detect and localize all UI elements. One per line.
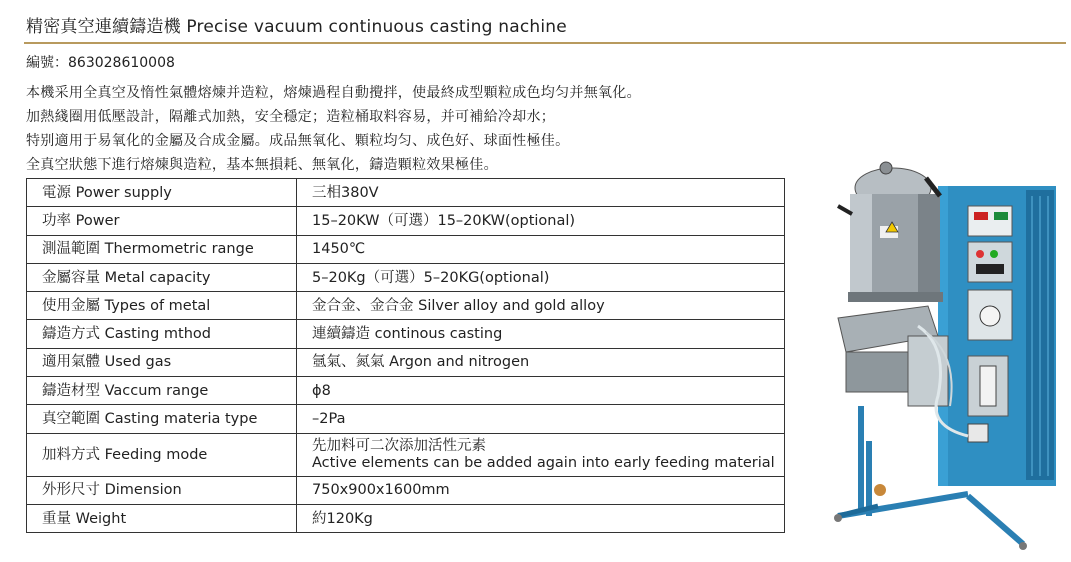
spec-value: 約120Kg	[297, 504, 785, 532]
spec-row	[27, 377, 785, 405]
spec-value: 15–20KW（可選）15–20KW(optional)	[297, 207, 785, 235]
spec-label: 真空範圍 Casting materia type	[27, 405, 297, 433]
spec-row	[27, 348, 785, 376]
spec-label: 重量 Weight	[27, 504, 297, 532]
spec-row	[27, 179, 785, 207]
page-title: 精密真空連續鑄造機 Precise vacuum continuous casting nachine	[26, 17, 567, 37]
spec-value: ϕ8	[297, 377, 785, 405]
description-line: 特别適用于易氧化的金屬及合成金屬。成品無氧化、顆粒均匀、成色好、球面性極佳。	[26, 133, 570, 149]
title-divider	[24, 42, 1066, 44]
spec-row	[27, 207, 785, 235]
spec-value-line: 先加料可二次添加活性元素	[312, 437, 486, 454]
spec-value: 連續鑄造 continous casting	[297, 320, 785, 348]
description-line: 加熱綫圈用低壓設計，隔離式加熱，安全穩定；造粒桶取料容易，并可補給冷却水；	[26, 109, 556, 125]
spec-row	[27, 235, 785, 263]
spec-label: 鑄造材型 Vaccum range	[27, 377, 297, 405]
spec-row	[27, 476, 785, 504]
spec-value: 氬氣、氮氣 Argon and nitrogen	[297, 348, 785, 376]
spec-label: 測温範圍 Thermometric range	[27, 235, 297, 263]
spec-label: 功率 Power	[27, 207, 297, 235]
spec-row	[27, 320, 785, 348]
spec-label: 外形尺寸 Dimension	[27, 476, 297, 504]
spec-value: 5–20Kg（可選）5–20KG(optional)	[297, 263, 785, 291]
spec-label: 電源 Power supply	[27, 179, 297, 207]
spec-value	[297, 433, 785, 476]
description-line: 全真空狀態下進行熔煉與造粒，基本無損耗、無氧化，鑄造顆粒效果極佳。	[26, 157, 498, 173]
casting-machine-photo	[818, 156, 1064, 552]
spec-label: 鑄造方式 Casting mthod	[27, 320, 297, 348]
spec-value: 三相380V	[297, 179, 785, 207]
spec-row	[27, 292, 785, 320]
product-code: 編號：863028610008	[26, 55, 175, 71]
spec-value: –2Pa	[297, 405, 785, 433]
pressure-gauge-icon	[980, 306, 1000, 326]
spec-label: 使用金屬 Types of metal	[27, 292, 297, 320]
spec-value: 1450℃	[297, 235, 785, 263]
spec-row	[27, 433, 785, 476]
temperature-display-icon	[974, 212, 988, 220]
spec-value-line: Active elements can be added again into early feeding material	[312, 454, 775, 471]
spec-label: 適用氣體 Used gas	[27, 348, 297, 376]
spec-row	[27, 504, 785, 532]
spec-value: 金合金、金合金 Silver alloy and gold alloy	[297, 292, 785, 320]
description-line: 本機采用全真空及惰性氣體熔煉并造粒，熔煉過程自動攪拌，使最終成型顆粒成色均匀并無氧化。	[26, 85, 641, 101]
caster-wheel-icon	[874, 484, 886, 496]
spec-label: 加料方式 Feeding mode	[27, 433, 297, 476]
spec-table	[26, 178, 785, 533]
spec-label: 金屬容量 Metal capacity	[27, 263, 297, 291]
melting-chamber	[838, 162, 943, 302]
spec-row	[27, 263, 785, 291]
control-cabinet	[938, 186, 1056, 486]
spec-row	[27, 405, 785, 433]
spec-value: 750x900x1600mm	[297, 476, 785, 504]
